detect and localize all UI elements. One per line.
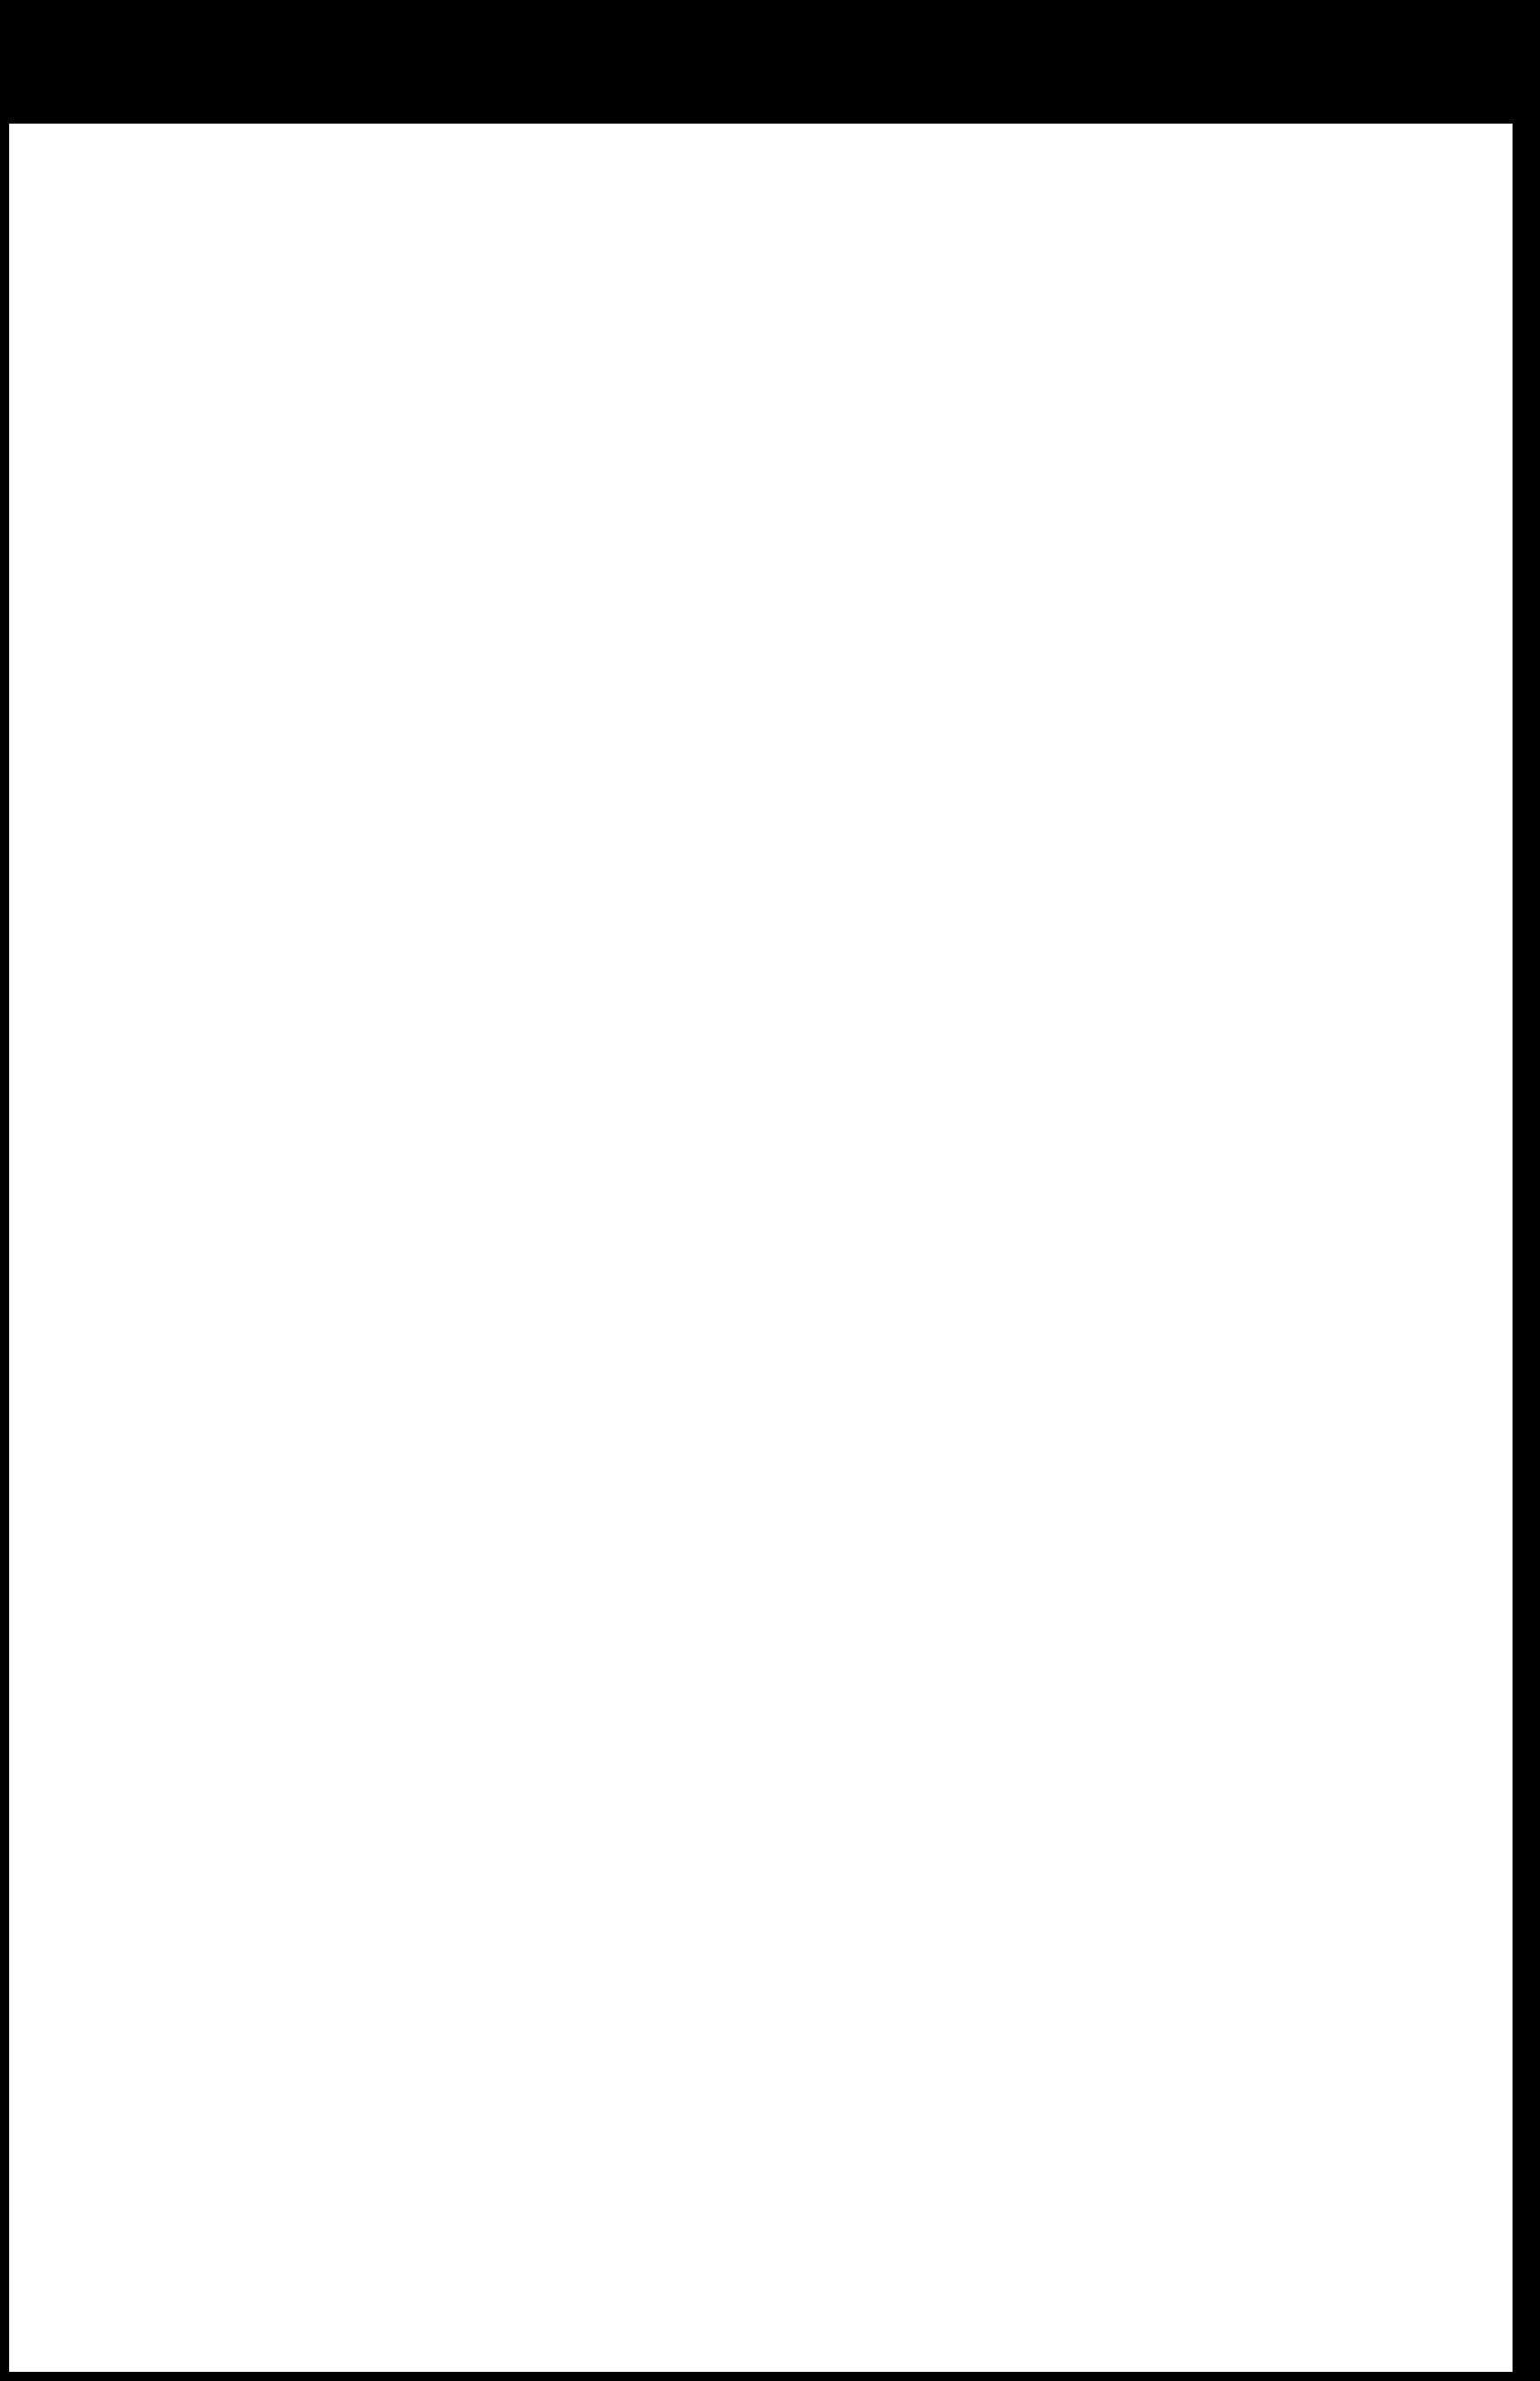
document-header bbox=[0, 0, 1540, 9]
top-content bbox=[9, 124, 1513, 158]
routes-grid bbox=[11, 186, 1511, 1704]
document-body bbox=[9, 124, 1513, 2372]
document-title-line1 bbox=[0, 0, 1540, 9]
holidays-intro bbox=[82, 124, 1448, 158]
